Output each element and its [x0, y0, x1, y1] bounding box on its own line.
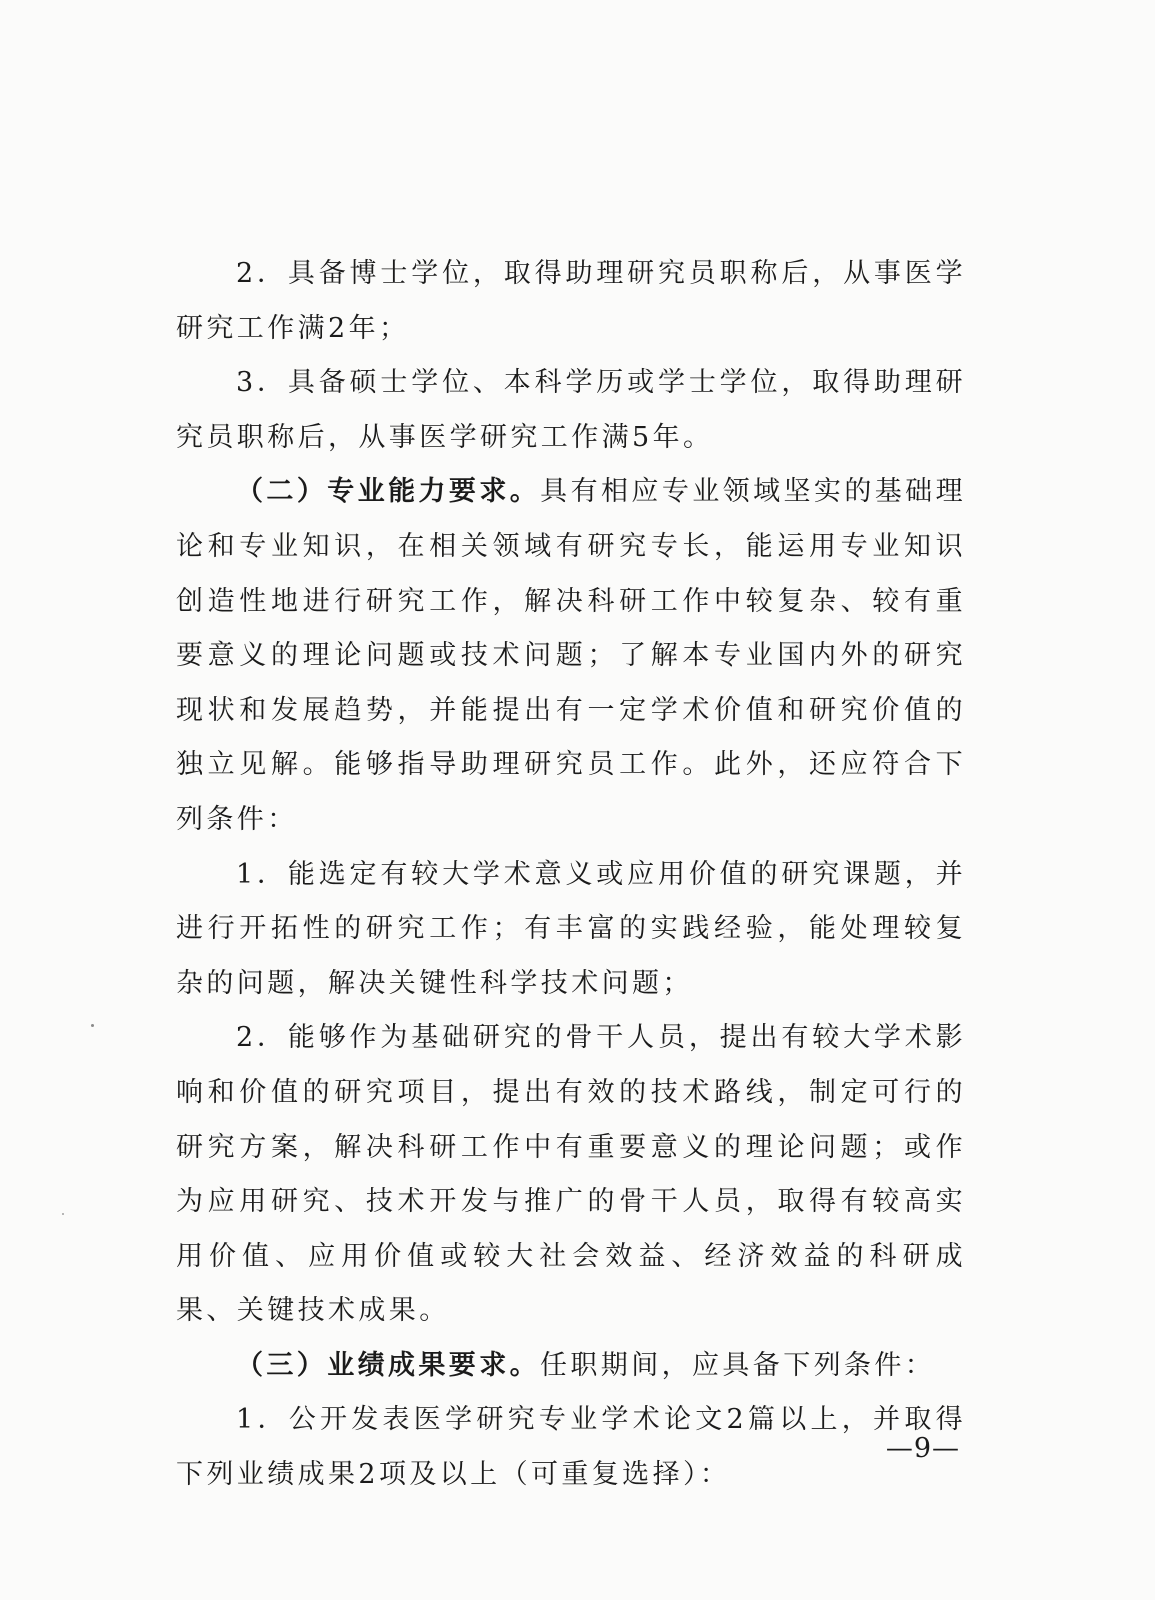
scan-speck — [62, 1213, 64, 1215]
paragraph-professional-ability — [176, 465, 966, 847]
document-body — [176, 247, 966, 1503]
paragraph-text: 3．具备硕士学位、本科学历或学士学位，取得助理研究员职称后，从事医学研究工作满5年。 — [176, 367, 966, 453]
section-heading: （二）专业能力要求。 — [236, 476, 541, 508]
paragraph-text: 1．能选定有较大学术意义或应用价值的研究课题，并进行开拓性的研究工作；有丰富的实践经验，能处理较复杂的问题，解决关键性科学技术问题； — [176, 858, 966, 999]
scan-speck — [91, 1024, 94, 1027]
paragraph-item-2 — [176, 247, 966, 356]
section-heading: （三）业绩成果要求。 — [236, 1349, 540, 1381]
paragraph-text: 具有相应专业领域坚实的基础理论和专业知识，在相关领域有研究专长，能运用专业知识创造性地进行研究工作，解决科研工作中较复杂、较有重要意义的理论问题或技术问题；了解本专业国内外的研究现状和发展趋势，并能提出有一定学术价值和研究价值的独立见解。能够指导助理研究员工作。此外，还应符合下列条件： — [176, 476, 966, 835]
paragraph-text: 2．能够作为基础研究的骨干人员，提出有较大学术影响和价值的研究项目，提出有效的技术路线，制定可行的研究方案，解决科研工作中有重要意义的理论问题；或作为应用研究、技术开发与推广的骨干人员，取得有较高实用价值、应用价值或较大社会效益、经济效益的科研成果、关键技术成果。 — [176, 1022, 966, 1327]
paragraph-ability-item-2 — [176, 1011, 966, 1339]
paragraph-ability-item-1 — [176, 848, 966, 1012]
paragraph-item-3 — [176, 356, 966, 465]
paragraph-text: 任职期间，应具备下列条件： — [540, 1349, 936, 1381]
paragraph-performance-requirements — [176, 1339, 966, 1394]
paragraph-text: 2．具备博士学位，取得助理研究员职称后，从事医学研究工作满2年； — [176, 258, 966, 344]
page-number: —9— — [885, 1433, 960, 1464]
paragraph-performance-item-1 — [176, 1393, 966, 1502]
paragraph-text: 1．公开发表医学研究专业学术论文2篇以上，并取得下列业绩成果2项及以上（可重复选择）： — [176, 1404, 966, 1491]
